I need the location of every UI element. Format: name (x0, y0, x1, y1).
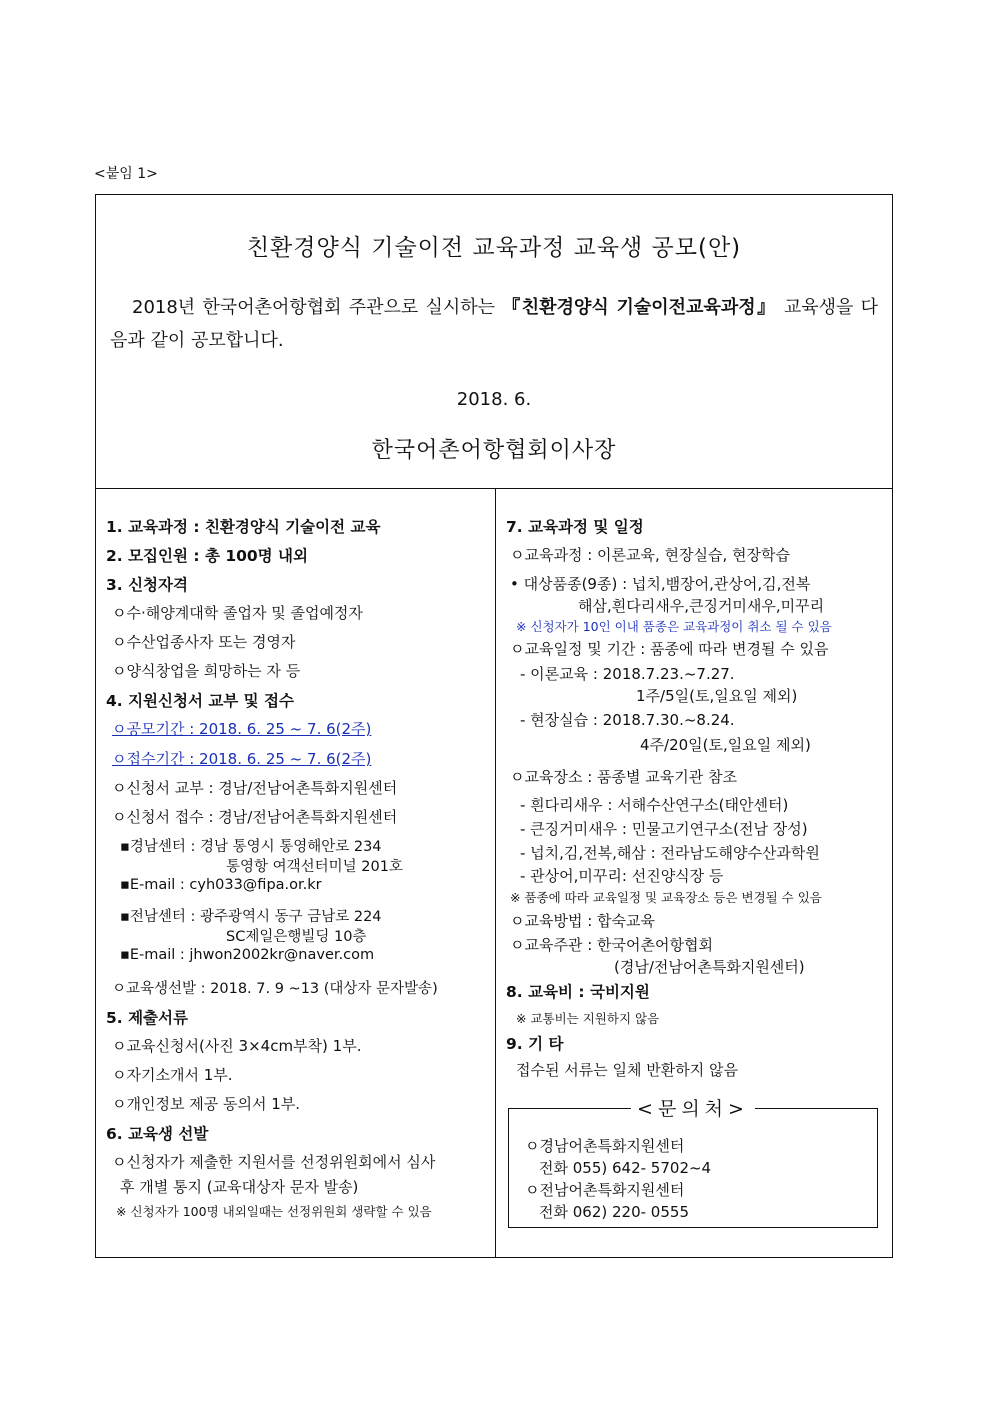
left-line-16: SC제일은행빌딩 10층 (226, 929, 367, 945)
left-line-7: 4. 지원신청서 교부 및 접수 (106, 692, 294, 710)
left-line-23: 6. 교육생 선발 (106, 1125, 209, 1143)
right-line-11: ㅇ교육장소 : 품종별 교육기관 참조 (510, 768, 737, 786)
right-line-23: 접수된 서류는 일체 반환하지 않음 (516, 1061, 738, 1079)
contact-line: 전화 062) 220- 0555 (539, 1203, 689, 1221)
contact-line: ㅇ전남어촌특화지원센터 (525, 1181, 685, 1199)
signer: 한국어촌어항협회이사장 (371, 438, 617, 463)
attachment-label: <붙임 1> (94, 166, 158, 182)
right-line-16: ※ 품종에 따라 교육일정 및 교육장소 등은 변경될 수 있음 (510, 890, 822, 905)
notice-header (96, 195, 892, 489)
left-line-1: 1. 교육과정 : 친환경양식 기술이전 교육 (106, 518, 381, 536)
right-line-21: ※ 교통비는 지원하지 않음 (516, 1011, 660, 1026)
right-line-6: ㅇ교육일정 및 기간 : 품종에 따라 변경될 수 있음 (510, 640, 829, 658)
notice-date: 2018. 6. (456, 389, 532, 410)
right-line-19: (경남/전남어촌특화지원센터) (614, 958, 805, 976)
right-line-12: - 흰다리새우 : 서해수산연구소(태안센터) (520, 796, 789, 814)
left-line-2: 2. 모집인원 : 총 100명 내외 (106, 547, 308, 565)
left-line-12: ▪경남센터 : 경남 통영시 통영해안로 234 (120, 839, 382, 855)
right-line-7: - 이론교육 : 2018.7.23.~7.27. (520, 665, 735, 683)
left-line-22: ㅇ개인정보 제공 동의서 1부. (112, 1095, 301, 1113)
right-line-13: - 큰징거미새우 : 민물고기연구소(전남 장성) (520, 820, 808, 838)
left-line-8: ㅇ공모기간 : 2018. 6. 25 ~ 7. 6(2주) (112, 720, 372, 738)
right-line-5: ※ 신청자가 10인 이내 품종은 교육과정이 취소 될 수 있음 (516, 619, 832, 634)
right-line-1: 7. 교육과정 및 일정 (506, 518, 644, 536)
right-line-17: ㅇ교육방법 : 합숙교육 (510, 912, 656, 930)
contact-title: <문의처> (631, 1098, 755, 1120)
intro-paragraph (110, 291, 878, 357)
column-divider (495, 489, 496, 1257)
left-line-4: ㅇ수·해양계대학 졸업자 및 졸업예정자 (112, 604, 363, 622)
left-line-11: ㅇ신청서 접수 : 경남/전남어촌특화지원센터 (112, 808, 398, 826)
left-line-3: 3. 신청자격 (106, 576, 188, 594)
left-line-9: ㅇ접수기간 : 2018. 6. 25 ~ 7. 6(2주) (112, 750, 372, 768)
left-line-6: ㅇ양식창업을 희망하는 자 등 (112, 662, 301, 680)
left-line-18: ㅇ교육생선발 : 2018. 7. 9 ~13 (대상자 문자발송) (112, 981, 438, 997)
left-line-14: ▪E-mail : cyh033@fipa.or.kr (120, 877, 322, 893)
intro-course-name: 『친환경양식 기술이전교육과정』 (502, 297, 777, 318)
left-line-20: ㅇ교육신청서(사진 3×4cm부착) 1부. (112, 1037, 362, 1055)
left-line-19: 5. 제출서류 (106, 1009, 188, 1027)
right-line-22: 9. 기 타 (506, 1035, 564, 1053)
left-line-15: ▪전남센터 : 광주광역시 동구 금남로 224 (120, 909, 382, 925)
right-line-20: 8. 교육비 : 국비지원 (506, 983, 650, 1001)
page-title: 친환경양식 기술이전 교육과정 교육생 공모(안) (246, 235, 742, 261)
left-line-24: ㅇ신청자가 제출한 지원서를 선정위원회에서 심사 (112, 1153, 436, 1171)
contact-line: ㅇ경남어촌특화지원센터 (525, 1137, 685, 1155)
intro-post: 교육생을 다음과 같이 공모합니다. (110, 297, 878, 351)
left-line-5: ㅇ수산업종사자 또는 경영자 (112, 633, 296, 651)
right-line-8: 1주/5일(토,일요일 제외) (636, 687, 798, 705)
right-line-9: - 현장실습 : 2018.7.30.~8.24. (520, 711, 735, 729)
notice-frame (95, 194, 893, 1258)
right-line-10: 4주/20일(토,일요일 제외) (640, 736, 811, 754)
right-line-14: - 넙치,김,전복,해삼 : 전라남도해양수산과학원 (520, 844, 820, 862)
intro-pre: 2018년 한국어촌어항협회 주관으로 실시하는 (132, 297, 503, 318)
right-line-15: - 관상어,미꾸리: 선진양식장 등 (520, 867, 724, 885)
left-line-17: ▪E-mail : jhwon2002kr@naver.com (120, 947, 375, 963)
contact-line: 전화 055) 642- 5702~4 (539, 1159, 712, 1177)
left-line-10: ㅇ신청서 교부 : 경남/전남어촌특화지원센터 (112, 779, 398, 797)
left-line-25: 후 개별 통지 (교육대상자 문자 발송) (120, 1178, 359, 1196)
left-line-21: ㅇ자기소개서 1부. (112, 1066, 233, 1084)
contact-box (508, 1098, 878, 1228)
right-line-4: 해삼,흰다리새우,큰징거미새우,미꾸리 (578, 597, 825, 615)
right-line-18: ㅇ교육주관 : 한국어촌어항협회 (510, 936, 713, 954)
right-line-2: ㅇ교육과정 : 이론교육, 현장실습, 현장학습 (510, 546, 790, 564)
right-line-3: • 대상품종(9종) : 넙치,뱀장어,관상어,김,전복 (510, 575, 811, 593)
left-line-26: ※ 신청자가 100명 내외일때는 선정위원회 생략할 수 있음 (116, 1204, 432, 1219)
left-line-13: 통영항 여객선터미널 201호 (226, 859, 403, 875)
